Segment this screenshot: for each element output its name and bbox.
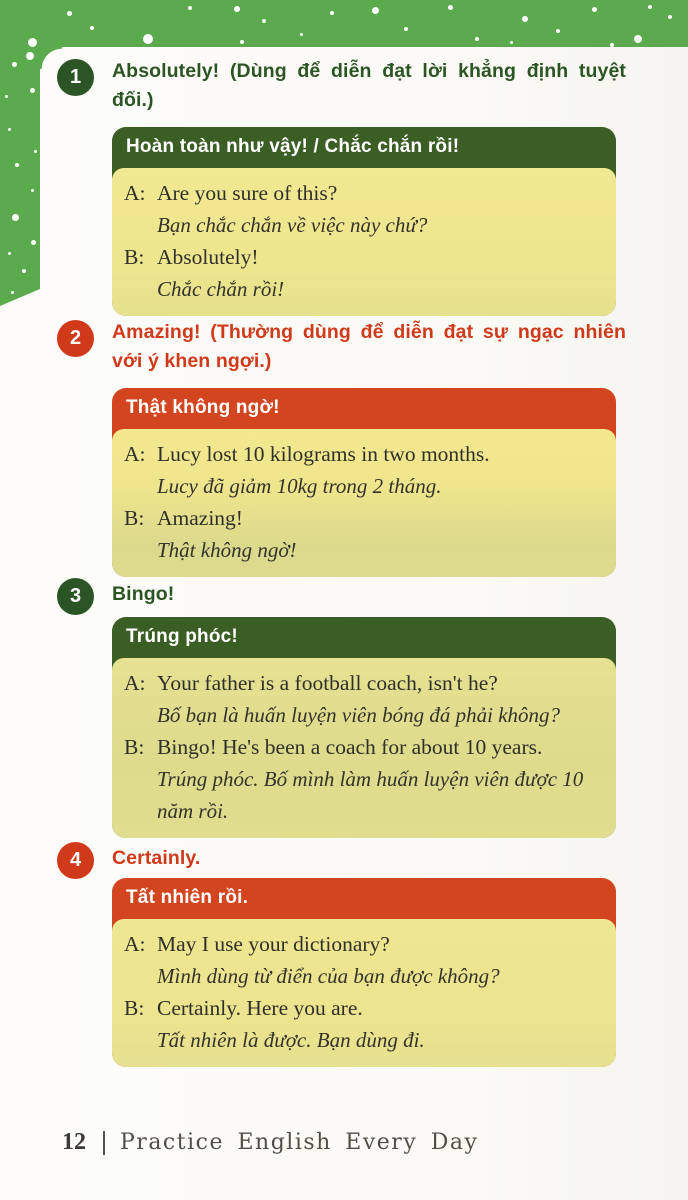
snow-dot (556, 29, 560, 33)
dialogue-box (112, 658, 616, 838)
dialogue-box (112, 429, 616, 577)
snow-dot (240, 40, 244, 44)
entry-heading: Amazing! (Thường dùng để diễn đạt sự ngạc nhiên với ý khen ngợi.) (112, 321, 626, 372)
english-line: Are you sure of this? (157, 181, 338, 205)
snow-dot (34, 150, 37, 153)
snow-dot (28, 38, 37, 47)
vietnamese-line: Bạn chắc chắn về việc này chứ? (157, 213, 428, 237)
entry-number-badge (57, 842, 94, 879)
entry-number-badge (57, 320, 94, 357)
entry-number: 3 (69, 585, 82, 607)
phrase-card (112, 617, 616, 838)
snow-dot (11, 291, 14, 294)
english-line: Absolutely! (157, 245, 259, 269)
vietnamese-line: Mình dùng từ điển của bạn được không? (157, 964, 500, 988)
snow-dot (234, 6, 240, 12)
footer-divider (103, 1131, 105, 1155)
snow-dot (15, 163, 19, 167)
snow-dot (30, 88, 35, 93)
entry-number-badge (57, 59, 94, 96)
entry-heading: Bingo! (112, 583, 175, 605)
speaker-label: B: (124, 506, 145, 530)
dialogue-turn (124, 438, 600, 502)
snow-dot (300, 33, 303, 36)
snow-dot (448, 5, 453, 10)
snow-dot (5, 95, 8, 98)
dialogue-turn (124, 502, 600, 566)
snow-dot (510, 41, 513, 44)
speaker-label: B: (124, 245, 145, 269)
snow-dot (26, 52, 34, 60)
english-line: Your father is a football coach, isn't he? (157, 671, 498, 695)
snow-dot (634, 35, 642, 43)
dialogue-box (112, 168, 616, 316)
snow-dot (475, 37, 479, 41)
snow-dot (648, 5, 652, 9)
english-line: Amazing! (157, 506, 243, 530)
speaker-label: A: (124, 181, 146, 205)
english-line: Certainly. Here you are. (157, 996, 363, 1020)
snow-dot (31, 189, 34, 192)
vietnamese-line: Lucy đã giảm 10kg trong 2 tháng. (157, 474, 442, 498)
dialogue-turn (124, 928, 600, 992)
phrase-card-header: Trúng phóc! (126, 626, 238, 647)
speaker-label: A: (124, 442, 146, 466)
snow-dot (8, 128, 11, 131)
phrase-card (112, 388, 616, 577)
snow-dot (31, 240, 36, 245)
speaker-label: B: (124, 996, 145, 1020)
snow-dot (522, 16, 528, 22)
dialogue-box (112, 919, 616, 1067)
vietnamese-line: Chắc chắn rồi! (157, 277, 285, 301)
page-number: 12 (62, 1129, 86, 1155)
speaker-label: A: (124, 671, 146, 695)
entry-number: 4 (69, 849, 82, 871)
snow-dot (67, 11, 72, 16)
snow-dot (592, 7, 597, 12)
snow-dot (12, 214, 19, 221)
vietnamese-line: Bố bạn là huấn luyện viên bóng đá phải không? (157, 703, 561, 727)
dialogue-turn (124, 731, 600, 827)
green-border-top (0, 0, 688, 47)
english-line: May I use your dictionary? (157, 932, 390, 956)
snow-dot (404, 27, 408, 31)
snow-dot (262, 19, 266, 23)
snow-dot (372, 7, 379, 14)
snow-dot (330, 11, 334, 15)
english-line: Lucy lost 10 kilograms in two months. (157, 442, 490, 466)
snow-dot (143, 34, 153, 44)
dialogue-turn (124, 667, 600, 731)
entry-heading: Certainly. (112, 847, 201, 869)
snow-dot (8, 252, 11, 255)
snow-dot (188, 6, 192, 10)
speaker-label: B: (124, 735, 145, 759)
entry-number: 1 (69, 66, 82, 88)
phrase-card-header: Hoàn toàn như vậy! / Chắc chắn rồi! (126, 136, 460, 157)
snow-dot (12, 62, 17, 67)
phrase-card-header: Thật không ngờ! (126, 397, 280, 418)
entry-number-badge (57, 578, 94, 615)
dialogue-turn (124, 177, 600, 241)
snow-dot (610, 43, 614, 47)
speaker-label: A: (124, 932, 146, 956)
phrase-card (112, 878, 616, 1067)
english-line: Bingo! He's been a coach for about 10 years. (157, 735, 543, 759)
book-title: Practice English Every Day (120, 1130, 479, 1155)
green-border-left (0, 46, 40, 306)
phrase-card-header: Tất nhiên rồi. (126, 887, 249, 908)
vietnamese-line: Tất nhiên là được. Bạn dùng đi. (157, 1028, 425, 1052)
snow-dot (668, 15, 672, 19)
page-corner-fillet (40, 47, 62, 69)
phrase-card (112, 127, 616, 316)
entry-heading: Absolutely! (Dùng để diễn đạt lời khẳng định tuyệt đối.) (112, 60, 626, 111)
vietnamese-line: Thật không ngờ! (157, 538, 297, 562)
entry-number: 2 (69, 327, 82, 349)
page-footer (62, 1129, 478, 1156)
dialogue-turn (124, 241, 600, 305)
snow-dot (90, 26, 94, 30)
dialogue-turn (124, 992, 600, 1056)
vietnamese-line: Trúng phóc. Bố mình làm huấn luyện viên được 10 năm rồi. (157, 767, 584, 823)
snow-dot (22, 269, 26, 273)
